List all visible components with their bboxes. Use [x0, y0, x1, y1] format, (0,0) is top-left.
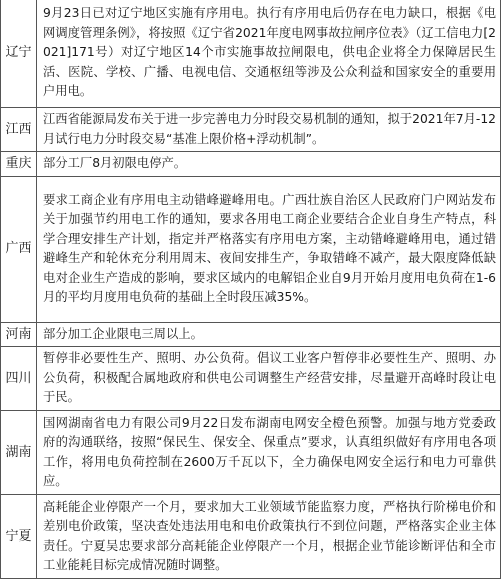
- table-row: [1, 347, 501, 411]
- region-cell-jiangxi: 江西: [1, 108, 37, 152]
- policy-text-jiangxi: 江西省能源局发布关于进一步完善电力分时段交易机制的通知，拟于2021年7月-12月试行电力分时段交易“基准上限价格+浮动机制”。: [37, 108, 501, 152]
- policy-text-hunan: 国网湖南省电力有限公司9月22日发布湖南电网安全橙色预警。加强与地方党委政府的沟通联络，按照“保民生、保安全、保重点”要求，认真组织做好有序用电各项工作，将用电负荷控制在2600万千瓦以下，全力确保电网安全运行和电力可靠供应。: [37, 411, 501, 495]
- table-row: [1, 152, 501, 177]
- region-cell-chongqing: 重庆: [1, 152, 37, 177]
- table-row: [1, 495, 501, 579]
- region-cell-sichuan: 四川: [1, 347, 37, 411]
- policy-text-chongqing: 部分工厂8月初限电停产。: [37, 152, 501, 177]
- table-row: [1, 411, 501, 495]
- region-cell-liaoning: 辽宁: [1, 0, 37, 108]
- table-row: [1, 0, 501, 108]
- policy-text-sichuan: 暂停非必要性生产、照明、办公负荷。倡议工业客户暂停非必要性生产、照明、办公负荷，积极配合属地政府和供电公司调整生产经营安排，尽量避开高峰时段让电于民。: [37, 347, 501, 411]
- table-row: [1, 108, 501, 152]
- region-cell-guangxi: 广西: [1, 176, 37, 322]
- table-row: [1, 322, 501, 347]
- policy-text-liaoning: 9月23日已对辽宁地区实施有序用电。执行有序用电后仍存在电力缺口，根据《电网调度管理条例》，将按照《辽宁省2021年度电网事故拉闸序位表》（辽工信电力[2021]171号）对辽宁地区14个市实施事故拉闸限电，供电企业将全力保障居民生活、医院、学校、广播、电视电信、交通枢纽等涉及公众利益和国家安全的重要用户用电。: [37, 0, 501, 108]
- region-cell-hunan: 湖南: [1, 411, 37, 495]
- policy-text-ningxia: 高耗能企业停限产一个月，要求加大工业领域节能监察力度，严格执行阶梯电价和差别电价政策，坚决查处违法用电和电价政策执行不到位问题，严格落实企业主体责任。宁夏吴忠要求部分高耗能企业停限产一个月，根据企业节能诊断评估和全市工业能耗目标完成情况随时调整。: [37, 495, 501, 579]
- policy-text-guangxi: 要求工商企业有序用电主动错峰避峰用电。广西壮族自治区人民政府门户网站发布关于加强节约用电工作的通知，要求各用电工商企业要结合企业自身生产特点，科学合理安排生产计划，指定并严格落实有序用电方案，主动错峰避峰用电，通过错避峰生产和轮休充分利用周末、夜间安排生产，争取错峰不减产，最大限度降低缺电对企业生产造成的影响，要求区域内的电解铝企业自9月开始月度用电负荷在1-6月的平均月度用电负荷的基础上全时段压减35%。: [37, 176, 501, 322]
- table-row: [1, 176, 501, 322]
- region-cell-ningxia: 宁夏: [1, 495, 37, 579]
- region-cell-henan: 河南: [1, 322, 37, 347]
- policy-text-henan: 部分加工企业限电三周以上。: [37, 322, 501, 347]
